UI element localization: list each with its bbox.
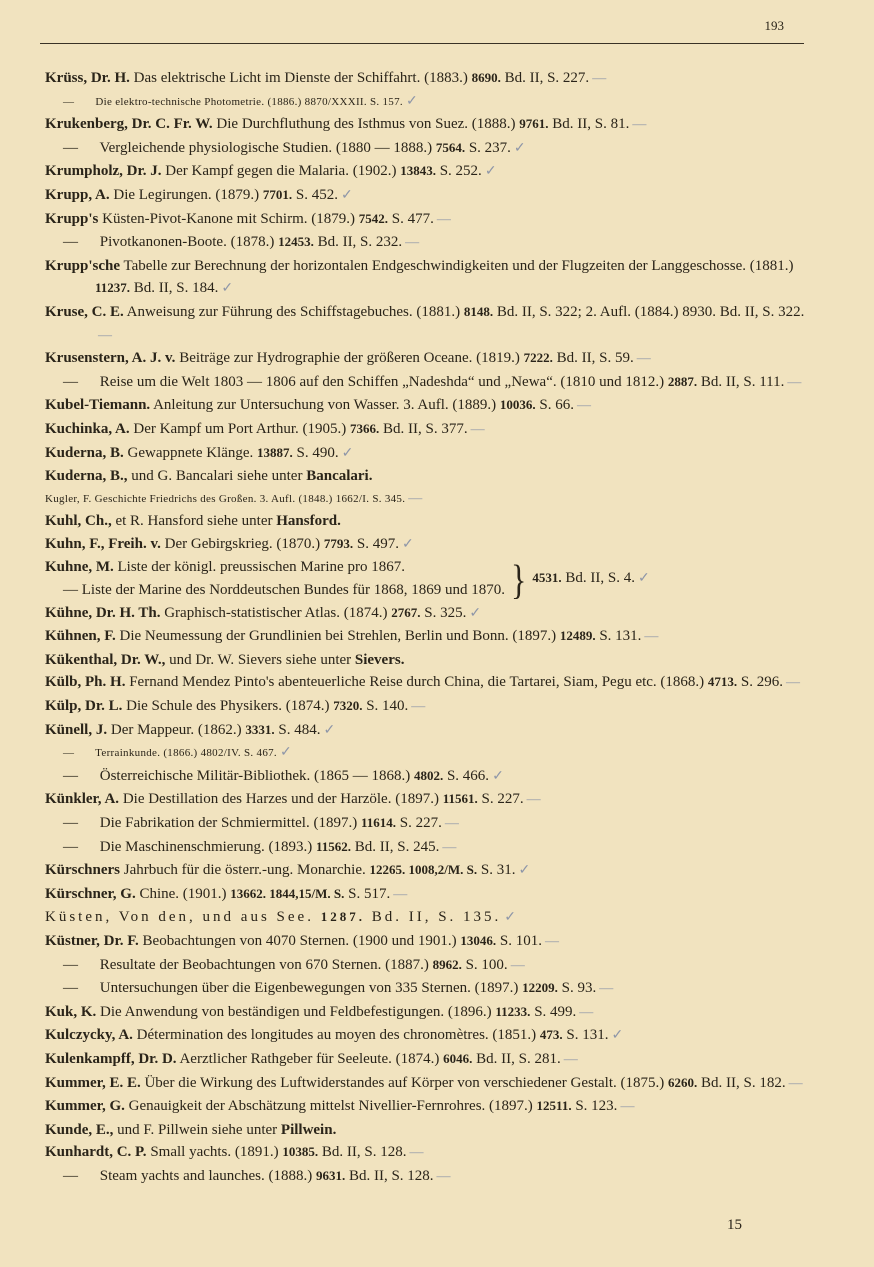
- index-entry: [45, 930, 810, 954]
- entry-title: Liste der Marine des Norddeutschen Bundes für 1868, 1869 und 1870.: [78, 582, 506, 599]
- entry-author: Kuhl, Ch.,: [45, 513, 112, 530]
- entry-title: Die Neumessung der Grundlinien bei Strehlen, Berlin und Bonn. (1897.): [115, 628, 560, 645]
- dash-mark-icon: —: [436, 211, 451, 227]
- index-entry: [45, 1165, 810, 1189]
- check-mark-icon: ✓: [401, 536, 414, 552]
- entry-author: Kunhardt, C. P.: [45, 1144, 147, 1161]
- entry-lead: —: [63, 234, 78, 251]
- entry-catalog-number: 2767.: [391, 604, 421, 620]
- entry-title: Reise um die Welt 1803 — 1806 auf den Schiffen „Nadeshda“ und „Newa“. (1810 und 1812.): [96, 373, 668, 390]
- entry-catalog-number: 11233.: [495, 1003, 531, 1019]
- entry-title: Die Schule des Physikers. (1874.): [122, 698, 334, 715]
- entry-title: Tabelle zur Berechnung der horizontalen Endgeschwindigkeiten und der Flugzeiten der Langgeschosse. (1881.): [120, 257, 794, 274]
- entry-catalog-number: 9631.: [315, 1167, 346, 1183]
- entry-author: Krupp, A.: [45, 186, 110, 203]
- entry-author: Kuchinka, A.: [45, 420, 130, 437]
- entry-title: Gewappnete Klänge.: [123, 444, 258, 461]
- check-mark-icon: ✓: [469, 605, 482, 621]
- entry-title: Chine. (1901.): [135, 885, 231, 902]
- entry-reference: Bd. II, S. 245.: [351, 838, 440, 855]
- check-mark-icon: ✓: [504, 910, 520, 926]
- check-mark-icon: ✓: [221, 281, 234, 297]
- check-mark-icon: ✓: [341, 445, 354, 461]
- entry-title: Terrainkunde. (1866.) 4802/IV. S. 467.: [92, 747, 277, 760]
- index-entry: [45, 954, 810, 978]
- dash-mark-icon: —: [563, 1051, 578, 1067]
- entry-catalog-number: 7542.: [358, 210, 388, 226]
- entry-reference: Bd. II, S. 81.: [548, 116, 630, 133]
- entry-catalog-number: 11614.: [360, 815, 396, 830]
- index-entry: [45, 184, 810, 208]
- entry-reference: Bd. II, S. 128.: [318, 1144, 407, 1161]
- index-entry-braced: [45, 556, 810, 601]
- entry-reference: S. 484.: [274, 721, 321, 738]
- entry-author: Kuk, K.: [45, 1003, 97, 1020]
- entry-author: Külb, Ph. H.: [45, 674, 126, 691]
- dash-mark-icon: —: [786, 675, 801, 691]
- index-entry: [45, 1048, 810, 1072]
- entry-catalog-number: 8148.: [463, 303, 494, 319]
- index-entry: [45, 301, 810, 347]
- entry-title: Küsten-Pivot-Kanone mit Schirm. (1879.): [98, 210, 359, 227]
- index-entry: [45, 137, 810, 161]
- index-entry: [45, 67, 810, 91]
- entry-author: Kulczycky, A.: [45, 1027, 133, 1044]
- entry-reference: Bd. II, S. 227.: [500, 70, 590, 86]
- entry-author: Künkler, A.: [45, 791, 120, 808]
- entry-title: Détermination des longitudes au moyen des chronomètres. (1851.): [132, 1027, 540, 1044]
- entry-reference: S. 66.: [535, 397, 574, 414]
- index-entry: [45, 602, 810, 626]
- entry-author: Kummer, E. E.: [45, 1074, 141, 1091]
- entry-catalog-number: 9761.: [519, 116, 549, 132]
- check-mark-icon: ✓: [492, 768, 504, 784]
- check-mark-icon: ✓: [637, 571, 650, 587]
- entry-reference: Bd. II, S. 232.: [313, 234, 403, 251]
- check-mark-icon: ✓: [279, 745, 293, 761]
- entry-catalog-number: 12511.: [536, 1098, 572, 1114]
- index-entry: [45, 91, 810, 114]
- index-entry: [45, 883, 810, 907]
- entry-author: Kruse, C. E.: [45, 303, 124, 320]
- braced-line: [45, 556, 505, 579]
- entry-title: Graphisch-statistischer Atlas. (1874.): [160, 604, 392, 621]
- entry-author: Krukenberg, Dr. C. Fr. W.: [45, 116, 213, 133]
- entry-title: Steam yachts and launches. (1888.): [96, 1167, 316, 1184]
- entry-reference: S. 101.: [496, 932, 542, 949]
- dash-mark-icon: —: [409, 1145, 424, 1161]
- entry-title: Beobachtungen von 4070 Sternen. (1900 und 1901.): [138, 932, 461, 949]
- index-entry: [45, 812, 810, 836]
- entry-reference: Bd. II, S. 322; 2. Aufl. (1884.) 8930. Bd. II, S. 322.: [493, 303, 805, 320]
- index-entry: [45, 1072, 810, 1096]
- index-entry: [45, 1024, 810, 1048]
- entry-reference: Bd. II, S. 182.: [697, 1074, 786, 1091]
- entry-lead: —: [63, 838, 78, 855]
- index-entry: [45, 788, 810, 812]
- dash-mark-icon: —: [545, 933, 559, 949]
- entry-catalog-number: 12265. 1008,2/M. S.: [369, 862, 478, 878]
- entry-reference: S. 123.: [571, 1098, 618, 1115]
- entry-author: Kükenthal, Dr. W.,: [45, 651, 166, 668]
- check-mark-icon: ✓: [405, 93, 418, 109]
- entry-reference: S. 31.: [477, 862, 516, 879]
- dash-mark-icon: —: [788, 1075, 803, 1091]
- index-entry: [45, 695, 810, 719]
- entry-title: Die Fabrikation der Schmiermittel. (1897.): [96, 815, 361, 831]
- entry-title: Die Destillation des Harzes und der Harzöle. (1897.): [119, 791, 443, 808]
- entry-reference: S. 252.: [435, 163, 482, 180]
- dash-mark-icon: —: [405, 235, 420, 251]
- entry-reference: S. 131.: [562, 1027, 609, 1044]
- page-number: 193: [764, 18, 784, 33]
- entry-author: Küstner, Dr. F.: [45, 932, 139, 949]
- entry-lead: —: [63, 1167, 78, 1184]
- braced-lines: [45, 556, 505, 601]
- entry-title: Anweisung zur Führung des Schiffstagebuches. (1881.): [123, 303, 464, 320]
- entry-title: Österreichische Militär-Bibliothek. (1865 — 1868.): [96, 767, 414, 784]
- entry-author: Kuhne, M.: [45, 559, 114, 576]
- entry-author: Krupp'sche: [45, 257, 121, 274]
- entry-title: Die Anwendung von beständigen und Feldbefestigungen. (1896.): [96, 1003, 496, 1020]
- entry-title: Der Gebirgskrieg. (1870.): [160, 535, 324, 552]
- entry-author: Kuhn, F., Freih. v.: [45, 535, 161, 552]
- dash-mark-icon: —: [592, 71, 607, 86]
- entry-title: Geschichte Friedrichs des Großen. 3. Aufl. (1848.) 1662/I. S. 345.: [91, 492, 406, 505]
- entry-lead: —: [63, 95, 75, 108]
- entry-title: Genauigkeit der Abschätzung mittelst Nivellier-Fernrohres. (1897.): [124, 1098, 537, 1115]
- entry-catalog-number: 4713.: [707, 674, 738, 690]
- entry-catalog-number: 8690.: [471, 70, 501, 85]
- entry-title: Der Kampf gegen die Malaria. (1902.): [161, 163, 401, 180]
- entry-reference: Bd. II, S. 135.: [364, 909, 502, 926]
- index-entry: [45, 671, 810, 695]
- entry-title: Resultate der Beobachtungen von 670 Sternen. (1887.): [96, 956, 433, 973]
- entry-catalog-number: 473.: [539, 1027, 563, 1043]
- index-entry: [45, 418, 810, 442]
- dash-mark-icon: —: [636, 351, 651, 367]
- entry-reference: Bd. II, S. 281.: [472, 1050, 561, 1067]
- header-rule: [40, 43, 804, 44]
- entry-reference: Bd. II, S. 59.: [552, 350, 634, 367]
- entry-title: und F. Pillwein siehe unter: [113, 1121, 281, 1138]
- entry-reference: S. 296.: [737, 674, 784, 691]
- entry-catalog-number: 11561.: [442, 791, 478, 807]
- entry-catalog-number: 13843.: [400, 163, 436, 179]
- entry-lead: —: [63, 373, 78, 390]
- entry-reference: S. 499.: [530, 1003, 577, 1020]
- entry-author: Kürschner, G.: [45, 885, 136, 902]
- entry-author: Künell, J.: [45, 721, 108, 738]
- entry-title: Der Mappeur. (1862.): [107, 721, 246, 738]
- entry-reference: S. 227.: [396, 815, 442, 831]
- entry-reference: S. 131.: [595, 628, 642, 645]
- entry-catalog-number: 11562.: [315, 838, 351, 854]
- entry-author: Kubel-Tiemann.: [45, 397, 151, 414]
- braced-reference: [532, 567, 649, 591]
- index-entry: [45, 208, 810, 232]
- index-entry: [45, 742, 810, 765]
- dash-mark-icon: —: [620, 1099, 635, 1115]
- entry-reference: S. 227.: [477, 791, 524, 808]
- entry-reference: S. 497.: [353, 535, 399, 552]
- entry-author: Krusenstern, A. J. v.: [45, 350, 176, 367]
- entry-catalog-number: 3331.: [245, 721, 275, 737]
- index-entry: [45, 488, 810, 511]
- entry-title: Jahrbuch für die österr.-ung. Monarchie.: [120, 862, 370, 879]
- index-entry: [45, 510, 810, 533]
- entry-catalog-number: 10036.: [499, 397, 536, 413]
- entry-lead: Küsten,: [45, 909, 113, 926]
- index-entry: [45, 906, 810, 930]
- dash-mark-icon: —: [408, 490, 423, 506]
- entry-catalog-number: 7701.: [262, 186, 293, 202]
- index-entry: [45, 465, 810, 488]
- entry-author: Kummer, G.: [45, 1098, 125, 1115]
- entry-reference: S. 93.: [557, 980, 597, 997]
- dash-mark-icon: —: [632, 117, 647, 133]
- index-entry: [45, 255, 810, 301]
- check-mark-icon: ✓: [611, 1028, 624, 1044]
- entry-catalog-number: 12453.: [278, 234, 314, 250]
- entry-author: Krumpholz, Dr. J.: [45, 163, 162, 180]
- entry-catalog-number: 7564.: [435, 139, 466, 155]
- entry-reference: Bd. II, S. 184.: [130, 280, 219, 297]
- check-mark-icon: ✓: [323, 722, 336, 738]
- entry-title: und Dr. W. Sievers siehe unter: [165, 651, 355, 668]
- entry-author: Kühnen, F.: [45, 628, 116, 645]
- index-entry: [45, 836, 810, 860]
- entry-catalog-number: 13662. 1844,15/M. S.: [230, 885, 345, 901]
- entry-catalog-number: 4531.: [532, 570, 562, 586]
- index-entry: [45, 533, 810, 557]
- check-mark-icon: ✓: [484, 164, 497, 180]
- dash-mark-icon: —: [599, 981, 614, 997]
- index-entry: [45, 442, 810, 466]
- entry-title: Die Durchfluthung des Isthmus von Suez. (1888.): [212, 116, 520, 133]
- entry-lead: —: [63, 582, 78, 599]
- entry-reference: Pillwein.: [280, 1121, 337, 1138]
- entry-reference: S. 237.: [465, 139, 511, 156]
- entry-catalog-number: 13046.: [460, 932, 497, 948]
- dash-mark-icon: —: [98, 327, 112, 343]
- entry-title: Vergleichende physiologische Studien. (1880 — 1888.): [96, 139, 436, 156]
- entry-reference: S. 517.: [344, 885, 391, 902]
- entry-title: Fernand Mendez Pinto's abenteuerliche Reise durch China, die Tartarei, Siam, Pegu etc. (1868.): [125, 674, 708, 691]
- entry-title: Beiträge zur Hydrographie der größeren Oceane. (1819.): [175, 350, 524, 367]
- entry-author: Kunde, E.,: [45, 1121, 114, 1138]
- dash-mark-icon: —: [411, 699, 426, 715]
- entry-catalog-number: 6260.: [668, 1074, 698, 1090]
- braced-line: [45, 579, 505, 602]
- entry-catalog-number: 12209.: [522, 980, 558, 996]
- entry-lead: —: [63, 956, 78, 973]
- entry-title: Anleitung zur Untersuchung von Wasser. 3. Aufl. (1889.): [150, 397, 500, 414]
- entry-lead: —: [63, 747, 75, 760]
- entry-title: et R. Hansford siehe unter: [111, 513, 277, 530]
- dash-mark-icon: —: [644, 629, 659, 645]
- index-entry: [45, 859, 810, 883]
- entry-catalog-number: 10385.: [282, 1144, 319, 1160]
- entry-lead: —: [63, 767, 78, 784]
- index-entry: [45, 394, 810, 418]
- entry-reference: S. 466.: [443, 767, 490, 784]
- index-entry: [45, 1001, 810, 1025]
- entry-reference: S. 490.: [292, 444, 339, 461]
- entry-catalog-number: 1287.: [320, 909, 365, 925]
- entry-reference: Sievers.: [354, 651, 405, 668]
- entry-lead: Kugler, F.: [45, 492, 92, 505]
- entry-author: Kürschners: [45, 862, 120, 879]
- index-entry: [45, 649, 810, 672]
- entry-title: Untersuchungen über die Eigenbewegungen von 335 Sternen. (1897.): [96, 980, 523, 997]
- entry-title: Von den, und aus See.: [112, 909, 321, 926]
- entry-reference: Bd. II, S. 128.: [345, 1167, 434, 1184]
- dash-mark-icon: —: [579, 1004, 594, 1020]
- entry-catalog-number: 8962.: [432, 956, 462, 972]
- entry-author: Krupp's: [45, 210, 99, 227]
- entry-catalog-number: 7366.: [350, 420, 380, 436]
- entry-title: Small yachts. (1891.): [146, 1144, 283, 1161]
- entry-author: Krüss, Dr. H.: [45, 70, 130, 86]
- dash-mark-icon: —: [444, 816, 459, 831]
- dash-mark-icon: —: [576, 398, 591, 414]
- entry-catalog-number: 4802.: [413, 767, 444, 783]
- check-mark-icon: ✓: [513, 140, 526, 156]
- entry-catalog-number: 7320.: [333, 698, 363, 714]
- entry-author: Kulenkampff, Dr. D.: [45, 1050, 177, 1067]
- entry-title: Die Legirungen. (1879.): [109, 186, 263, 203]
- entry-title: Die elektro-technische Photometrie. (1886.) 8870/XXXII. S. 157.: [92, 95, 403, 108]
- sheet-number: 15: [727, 1217, 742, 1233]
- entry-title: Über die Wirkung des Luftwiderstandes auf Körper von verschiedener Gestalt. (1875.): [140, 1074, 668, 1091]
- dash-mark-icon: —: [470, 421, 485, 437]
- entry-reference: Bd. II, S. 4.: [561, 570, 635, 587]
- entry-title: Pivotkanonen-Boote. (1878.): [96, 234, 279, 251]
- entry-catalog-number: 12489.: [559, 628, 596, 644]
- entry-lead: —: [63, 980, 78, 997]
- check-mark-icon: ✓: [518, 863, 531, 879]
- entry-lead: —: [63, 139, 78, 156]
- entry-title: Liste der königl. preussischen Marine pro 1867.: [113, 559, 405, 576]
- entry-title: Die Maschinenschmierung. (1893.): [96, 838, 316, 855]
- index-entry: [45, 371, 810, 395]
- entry-author: Kühne, Dr. H. Th.: [45, 604, 161, 621]
- entry-catalog-number: 11237.: [95, 280, 131, 296]
- entry-title: Das elektrische Licht im Dienste der Schiffahrt. (1883.): [129, 70, 472, 86]
- dash-mark-icon: —: [436, 1168, 451, 1184]
- entry-reference: Hansford.: [276, 513, 341, 530]
- entry-catalog-number: 6046.: [443, 1050, 473, 1066]
- entry-title: und G. Bancalari siehe unter: [127, 468, 307, 485]
- entry-reference: S. 140.: [362, 698, 409, 715]
- dash-mark-icon: —: [510, 957, 525, 973]
- entry-title: Der Kampf um Port Arthur. (1905.): [129, 420, 351, 437]
- index-entry: [45, 347, 810, 371]
- entry-catalog-number: 13887.: [257, 444, 293, 460]
- index-entry: [45, 1141, 810, 1165]
- index-entry: [45, 977, 810, 1001]
- entry-title: Aerztlicher Rathgeber für Seeleute. (1874.): [176, 1050, 444, 1067]
- entry-reference: S. 452.: [292, 186, 338, 203]
- index-entry: [45, 1095, 810, 1119]
- entry-reference: Bancalari.: [306, 468, 373, 485]
- index-entry: [45, 719, 810, 743]
- entry-author: Kuderna, B.: [45, 444, 124, 461]
- index-entries: [45, 67, 810, 1189]
- entry-reference: S. 325.: [420, 604, 467, 621]
- entry-catalog-number: 7222.: [523, 350, 553, 366]
- entry-reference: Bd. II, S. 111.: [697, 373, 785, 390]
- entry-lead: —: [63, 815, 78, 831]
- index-entry: [45, 160, 810, 184]
- brace-symbol: }: [511, 555, 527, 603]
- entry-author: Kuderna, B.,: [45, 468, 128, 485]
- index-entry: [45, 113, 810, 137]
- index-entry: [45, 625, 810, 649]
- dash-mark-icon: —: [787, 374, 802, 390]
- index-entry: [45, 765, 810, 789]
- entry-catalog-number: 7793.: [323, 535, 354, 551]
- entry-catalog-number: 2887.: [667, 373, 698, 389]
- index-entry: [45, 231, 810, 255]
- check-mark-icon: ✓: [341, 187, 353, 203]
- entry-reference: S. 100.: [461, 956, 508, 973]
- dash-mark-icon: —: [526, 792, 541, 808]
- dash-mark-icon: —: [442, 839, 457, 855]
- dash-mark-icon: —: [393, 886, 408, 902]
- entry-reference: Bd. II, S. 377.: [379, 420, 468, 437]
- entry-reference: S. 477.: [388, 210, 434, 227]
- index-entry: [45, 1119, 810, 1142]
- entry-author: Külp, Dr. L.: [45, 698, 123, 715]
